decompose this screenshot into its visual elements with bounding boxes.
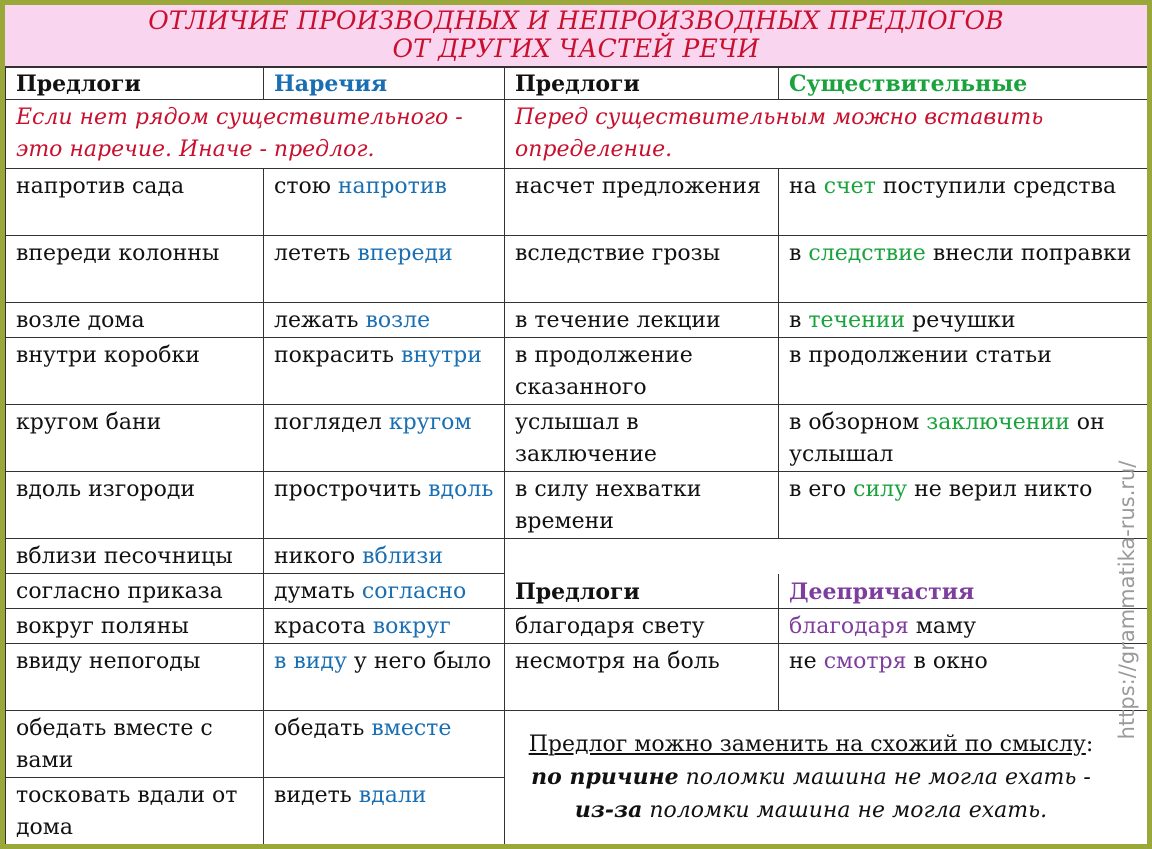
table-row — [6, 574, 1148, 609]
table-row — [6, 539, 1148, 574]
empty-cell — [505, 539, 1148, 574]
noun-example: в следствие внесли поправки — [779, 236, 1148, 303]
rule-row — [6, 100, 1148, 169]
prep-example: обедать вместе с вами — [6, 711, 264, 778]
noun-example: на счет поступили средства — [779, 169, 1148, 236]
prep-example: благодаря свету — [505, 609, 779, 644]
prep-example: тосковать вдали от дома — [6, 778, 264, 845]
table-row — [6, 472, 1148, 539]
title-line-2: ОТ ДРУГИХ ЧАСТЕЙ РЕЧИ — [392, 34, 760, 63]
noun-example: в обзорном заключении он услышал — [779, 405, 1148, 472]
prep-example: вследствие грозы — [505, 236, 779, 303]
gerund-example: не смотря в окно — [779, 644, 1148, 711]
prep-example: в течение лекции — [505, 303, 779, 338]
adverb-rule: Если нет рядом существительного - это наречие. Иначе - предлог. — [6, 100, 505, 169]
table-row — [6, 338, 1148, 405]
header-prepositions-right: Предлоги — [505, 68, 779, 100]
note-title: Предлог можно заменить на схожий по смыслу — [528, 731, 1086, 757]
adverb-example: никого вблизи — [264, 539, 505, 574]
prep-example: в силу нехватки времени — [505, 472, 779, 539]
prep-example: внутри коробки — [6, 338, 264, 405]
adverb-example: лететь впереди — [264, 236, 505, 303]
gerund-example: благодаря маму — [779, 609, 1148, 644]
page-title — [5, 5, 1147, 67]
noun-example: в течении речушки — [779, 303, 1148, 338]
header-prepositions-left: Предлоги — [6, 68, 264, 100]
adverb-example: обедать вместе — [264, 711, 505, 778]
header-adverbs: Наречия — [264, 68, 505, 100]
noun-example: в его силу не верил никто — [779, 472, 1148, 539]
noun-rule: Перед существительным можно вставить определение. — [505, 100, 1148, 169]
page-frame — [5, 5, 1147, 844]
adverb-example: красота вокруг — [264, 609, 505, 644]
prep-example: в продолжение сказанного — [505, 338, 779, 405]
table-row — [6, 405, 1148, 472]
table-row — [6, 169, 1148, 236]
header-prepositions-gerund: Предлоги — [505, 574, 779, 609]
prep-example: напротив сада — [6, 169, 264, 236]
prep-example: вокруг поляны — [6, 609, 264, 644]
prep-example: ввиду непогоды — [6, 644, 264, 711]
prep-example: вблизи песочницы — [6, 539, 264, 574]
replacement-note: Предлог можно заменить на схожий по смыслу: по причине поломки машина не могла ехать - из-за поломки машина не могла ехать. — [505, 711, 1148, 845]
prep-example: согласно приказа — [6, 574, 264, 609]
header-row — [6, 68, 1148, 100]
noun-example: в продолжении статьи — [779, 338, 1148, 405]
adverb-example: стою напротив — [264, 169, 505, 236]
table-row — [6, 644, 1148, 711]
prep-example: впереди колонны — [6, 236, 264, 303]
site-watermark: https://grammatika-rus.ru/ — [1115, 460, 1139, 740]
table-row — [6, 711, 1148, 778]
adverb-example: лежать возле — [264, 303, 505, 338]
title-line-1: ОТЛИЧИЕ ПРОИЗВОДНЫХ И НЕПРОИЗВОДНЫХ ПРЕДЛОГОВ — [148, 6, 1004, 35]
table-row — [6, 609, 1148, 644]
prep-example: услышал в заключение — [505, 405, 779, 472]
adverb-example: видеть вдали — [264, 778, 505, 845]
adverb-example: прострочить вдоль — [264, 472, 505, 539]
prep-example: возле дома — [6, 303, 264, 338]
prep-example: насчет предложения — [505, 169, 779, 236]
adverb-example: в виду у него было — [264, 644, 505, 711]
header-nouns: Существительные — [779, 68, 1148, 100]
prep-example: несмотря на боль — [505, 644, 779, 711]
table-row — [6, 236, 1148, 303]
adverb-example: покрасить внутри — [264, 338, 505, 405]
adverb-example: думать согласно — [264, 574, 505, 609]
header-gerunds: Деепричастия — [779, 574, 1148, 609]
adverb-example: поглядел кругом — [264, 405, 505, 472]
note-example: по причине поломки машина не могла ехать - из-за поломки машина не могла ехать. — [531, 763, 1091, 823]
prep-example: вдоль изгороди — [6, 472, 264, 539]
prep-example: кругом бани — [6, 405, 264, 472]
prepositions-table — [5, 67, 1147, 844]
table-row — [6, 303, 1148, 338]
